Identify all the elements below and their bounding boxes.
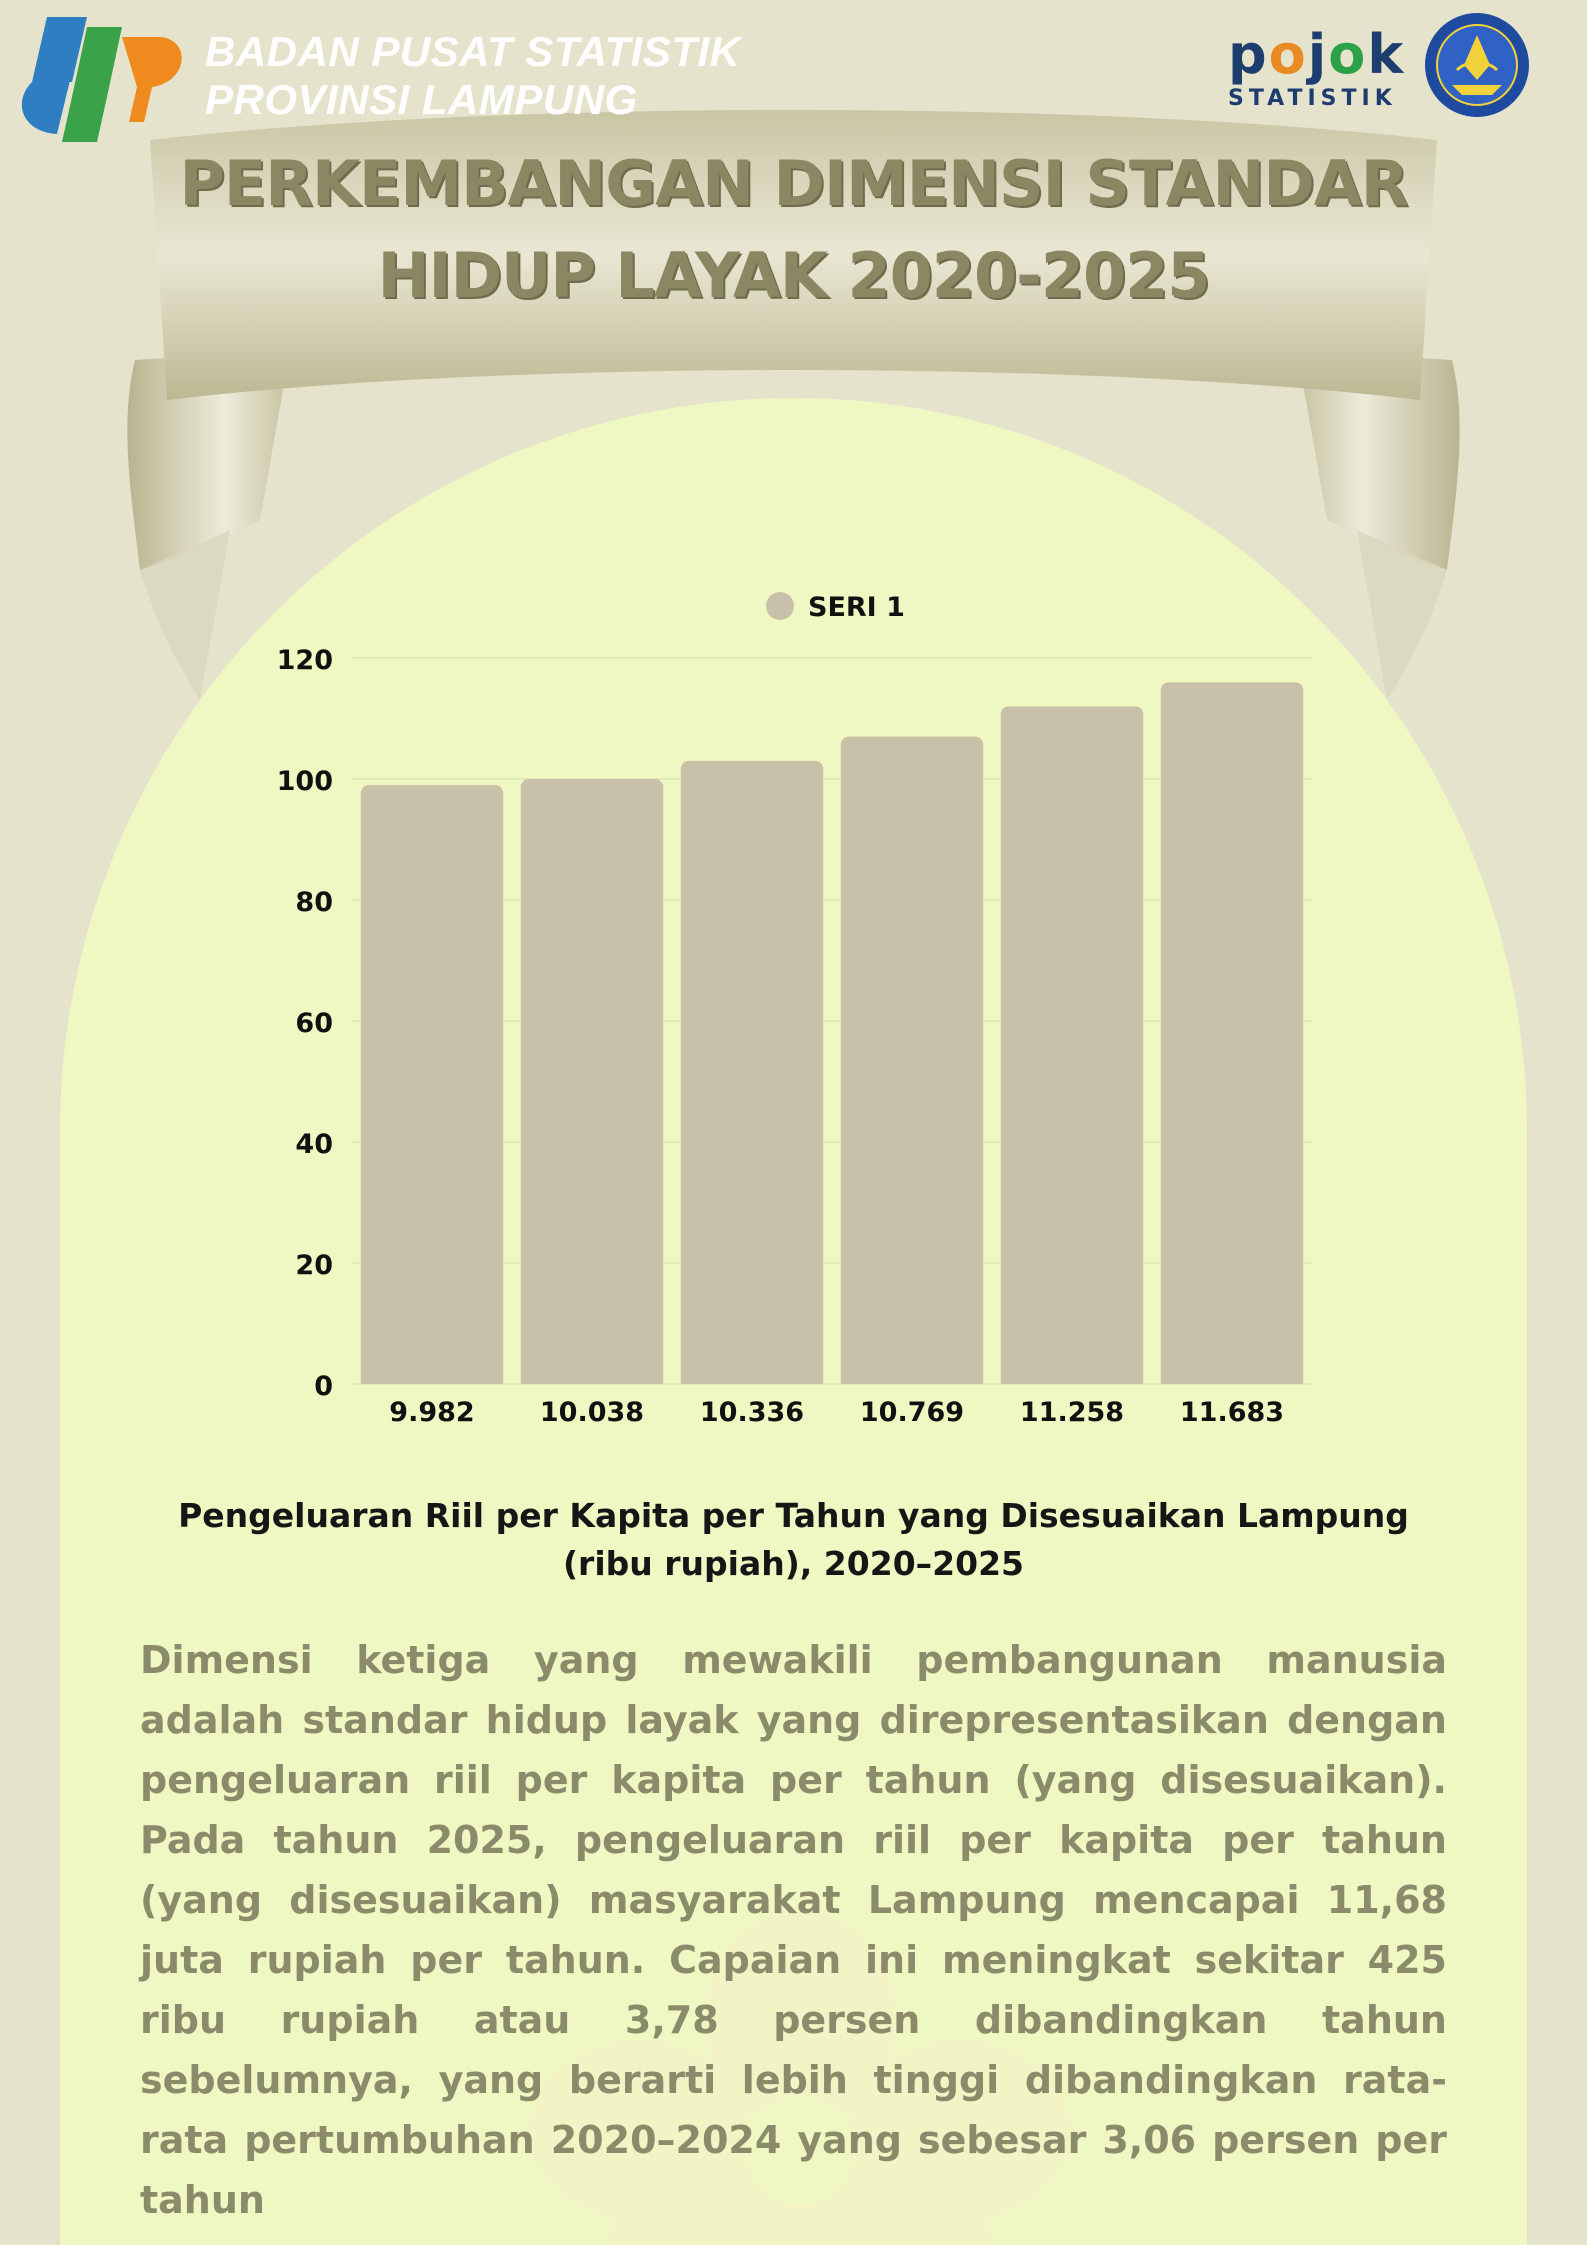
bar-base bbox=[1001, 1374, 1143, 1384]
bar-base bbox=[361, 1374, 503, 1384]
title-line-1: PERKEMBANGAN DIMENSI STANDAR bbox=[179, 147, 1408, 220]
legend-marker bbox=[766, 592, 794, 620]
bar bbox=[361, 785, 503, 1384]
description-paragraph: Dimensi ketiga yang mewakili pembangunan manusia adalah standar hidup layak yang direpresentasikan dengan pengeluaran riil per kapita per tahun (yang disesuaikan). Pada tahun 2025, pengeluaran riil per kapita per tahun (yang disesuaikan) masyarakat Lampung mencapai 11,68 juta rupiah per tahun. Capaian ini meningkat sekitar 425 ribu rupiah atau 3,78 persen dibandingkan tahun sebelumnya, yang berarti lebih tinggi dibandingkan rata-rata pertumbuhan 2020–2024 yang sebesar 3,06 persen per tahun bbox=[140, 1638, 1447, 2222]
bar bbox=[1161, 682, 1303, 1384]
chart-caption: Pengeluaran Riil per Kapita per Tahun yang Disesuaikan Lampung (ribu rupiah), 2020–2025 bbox=[178, 1496, 1409, 1583]
y-tick-label: 80 bbox=[295, 887, 333, 918]
bar bbox=[841, 737, 983, 1384]
bar-base bbox=[1161, 1374, 1303, 1384]
bar bbox=[681, 761, 823, 1384]
title-line-2: HIDUP LAYAK 2020-2025 bbox=[377, 239, 1210, 312]
org-line-1: BADAN PUSAT STATISTIK bbox=[205, 28, 741, 75]
bar-base bbox=[681, 1374, 823, 1384]
pojok-word: pojok bbox=[1228, 23, 1406, 86]
y-tick-label: 120 bbox=[276, 645, 333, 676]
legend-label: SERI 1 bbox=[808, 592, 905, 623]
bar-base bbox=[521, 1374, 663, 1384]
y-tick-label: 40 bbox=[295, 1129, 333, 1160]
y-tick-label: 60 bbox=[295, 1008, 333, 1039]
x-tick-label: 10.038 bbox=[539, 1397, 645, 1428]
x-tick-label: 11.683 bbox=[1179, 1397, 1285, 1428]
y-tick-label: 20 bbox=[295, 1250, 333, 1281]
bar bbox=[521, 779, 663, 1384]
x-tick-label: 9.982 bbox=[389, 1397, 475, 1428]
x-tick-label: 10.336 bbox=[699, 1397, 805, 1428]
y-tick-label: 0 bbox=[314, 1371, 333, 1402]
bar-base bbox=[841, 1374, 983, 1384]
x-tick-label: 11.258 bbox=[1019, 1397, 1125, 1428]
x-tick-label: 10.769 bbox=[859, 1397, 965, 1428]
pojok-sub: STATISTIK bbox=[1228, 86, 1397, 111]
org-line-2: PROVINSI LAMPUNG bbox=[205, 76, 638, 123]
bar bbox=[1001, 706, 1143, 1384]
y-tick-label: 100 bbox=[276, 766, 333, 797]
